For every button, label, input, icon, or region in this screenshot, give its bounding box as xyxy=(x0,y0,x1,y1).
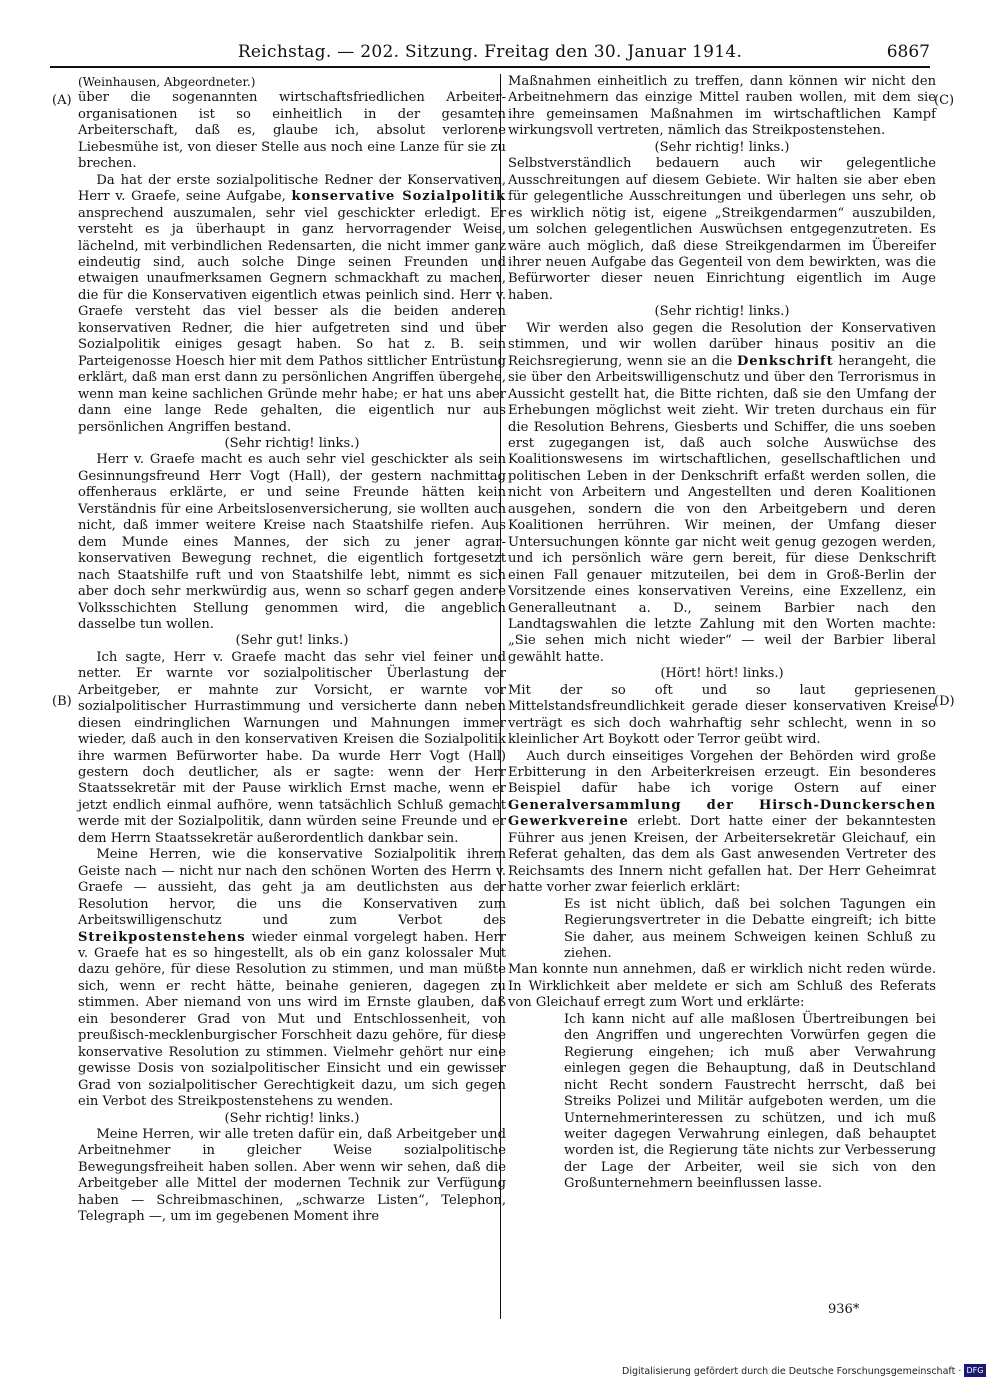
interjection: (Sehr richtig! links.) xyxy=(654,139,790,155)
paragraph: Ich sagte, Herr v. Graefe macht das sehr viel feiner und netter. Er warnte vor sozialpolitischer Überlastung der Arbeitgeber, er mahnte zur Vorsicht, er warnte vor sozialpolitischer Hurrastimmung und versicherte dann neben diesen eindringlichen Warnungen und Mahnungen immer wieder, daß auch in den konservativen Kreisen die Sozialpolitik ihre warmen Befürworter habe. Da wurde Herr Vogt (Hall) gestern doch deutlicher, als er sagte: wenn der Herr Staatssekretär mit der Pause wirklich Ernst mache, wenn er jetzt endlich einmal aufhöre, wenn tatsächlich Schluß gemacht werde mit der Sozialpolitik, dann würden seine Freunde und er dem Herrn Staatssekretär außerordentlich dankbar sein. xyxy=(78,649,506,846)
header-title: Reichstag. — 202. Sitzung. Freitag den 30. Januar 1914. xyxy=(237,42,743,62)
interjection: (Sehr richtig! links.) xyxy=(224,1110,360,1126)
paragraph: über die sogenannten wirtschaftsfriedlichen Arbeiter-organisationen ist so einheitlich in der gesamten Arbeiterschaft, daß es, glaube ich, absolut verlorene Liebesmühe ist, von dieser Stelle aus noch eine Lanze für sie zu brechen. xyxy=(78,90,506,172)
paragraph: Da hat der erste sozialpolitische Redner der Konservativen, Herr v. Graefe, seine Aufgabe, konservative Sozialpolitik ansprechend auszumalen, sehr viel geschickter erledigt. Er versteht es ja überhaupt in ganz hervorragender Weise, lächelnd, mit verbindlichen Redensarten, die nicht immer ganz eindeutig sind, auch solche Dinge seinen Freunden und etwaigen unaufmerksamen Gegnern schmackhaft zu machen, die für die Konservativen eigentlich etwas peinlich sind. Herr v. Graefe versteht das viel besser als die beiden anderen konservativen Redner, die hier aufgetreten sind und über Sozialpolitik einiges gesagt haben. So hat z. B. sein Parteigenosse Hoesch hier mit dem Pathos sittlicher Entrüstung erklärt, daß man erst dann zu persönlichen Angriffen übergehe, wenn man keine sachlichen Gründe mehr habe; er hat uns aber dann eine lange Rede gehalten, die eigentlich nur aus persönlichen Angriffen bestand. xyxy=(78,172,506,435)
digitization-credit: Digitalisierung gefördert durch die Deutsche Forschungsgemeinschaft · xyxy=(622,1366,962,1377)
margin-marker-a: (A) xyxy=(52,93,72,108)
paragraph: Mit der so oft und so laut gepriesenen Mittelstandsfreundlichkeit gerade dieser konservativen Kreise verträgt es sich doch wahrhaftig sehr schlecht, wenn in so kleinlicher Art Boykott oder Terror geübt wird. xyxy=(508,682,936,748)
left-column xyxy=(78,74,506,1226)
margin-marker-d: (D) xyxy=(934,694,955,709)
paragraph: Maßnahmen einheitlich zu treffen, dann können wir nicht den Arbeitnehmern das einzige Mittel rauben wollen, mit dem sie ihre gemeinsamen Maßnahmen im wirtschaftlichen Kampf wirkungsvoll vertreten, nämlich das Streikpostenstehen. xyxy=(508,74,936,139)
paragraph: Auch durch einseitiges Vorgehen der Behörden wird große Erbitterung in den Arbeiterkreisen erzeugt. Ein besonderes Beispiel dafür habe ich vorige Ostern auf einer Generalversammlung der Hirsch-Dunckerschen Gewerkvereine erlebt. Dort hatte einer der bekanntesten Führer aus jenen Kreisen, der Arbeitersekretär Gleichauf, ein Referat gehalten, das dem als Gast anwesenden Vertreter des Reichsamts des Innern nicht gefallen hat. Der Herr Geheimrat hatte vorher zwar feierlich erklärt: xyxy=(508,748,936,896)
quotation: Es ist nicht üblich, daß bei solchen Tagungen ein Regierungsvertreter in die Debatte eingreift; ich bitte Sie daher, aus meinem Schweigen keinen Schluß zu ziehen. xyxy=(564,896,936,962)
signature-mark: 936* xyxy=(828,1302,860,1317)
interjection: (Sehr gut! links.) xyxy=(235,633,349,649)
speaker-label: (Weinhausen, Abgeordneter.) xyxy=(78,75,256,89)
interjection: (Sehr richtig! links.) xyxy=(654,304,790,320)
emphasis: konservative Sozialpolitik xyxy=(291,189,506,205)
paragraph: Man konnte nun annehmen, daß er wirklich nicht reden würde. In Wirklichkeit aber meldete er sich am Schluß des Referats von Gleichauf erregt zum Wort und erklärte: xyxy=(508,962,936,1011)
margin-marker-b: (B) xyxy=(52,694,72,709)
quotation: Ich kann nicht auf alle maßlosen Übertreibungen bei den Angriffen und ungerechten Vorwürfen gegen die Regierung eingehen; ich muß aber Verwahrung einlegen gegen die Behauptung, daß in Deutschland nicht Recht sondern Faustrecht herrscht, daß bei Streiks Polizei und Militär aufgeboten werden, um die Unternehmerinteressen zu schützen, und ich muß weiter dagegen Verwahrung einlegen, daß behauptet worden ist, die Regierung täte nichts zur Verbesserung der Lage der Arbeiter, weil sie sich von den Großunternehmern beeinflussen lasse. xyxy=(564,1011,936,1192)
paragraph: Meine Herren, wir alle treten dafür ein, daß Arbeitgeber und Arbeitnehmer in gleicher Weise sozialpolitische Bewegungsfreiheit haben sollen. Aber wenn wir sehen, daß die Arbeitgeber alle Mittel der modernen Technik zur Verfügung haben — Schreibmaschinen, „schwarze Listen“, Telephon, Telegraph —, um im gegebenen Moment ihre xyxy=(78,1127,506,1225)
page-number: 6867 xyxy=(886,42,930,62)
dfg-logo-icon: DFG xyxy=(964,1364,986,1377)
emphasis: Denkschrift xyxy=(736,353,834,369)
interjection: (Hört! hört! links.) xyxy=(660,666,784,682)
right-column xyxy=(508,74,936,1193)
emphasis: Streikpostenstehens xyxy=(78,929,246,945)
page-header xyxy=(50,40,930,68)
paragraph: Herr v. Graefe macht es auch sehr viel geschickter als sein Gesinnungsfreund Herr Vogt (Hall), der gestern nachmittag offenheraus erklärte, er und seine Freunde hätten kein Verständnis für eine Arbeitslosenversicherung, sie wollten auch nicht, daß immer weitere Kreise nach Staatshilfe riefen. Aus dem Munde eines Mannes, der sich zu jener agrar-konservativen Bewegung rechnet, die eigentlich fortgesetzt nach Staatshilfe ruft und von Staatshilfe lebt, nimmt es sich aber doch sehr merkwürdig aus, wenn so scharf gegen andere Volksschichten Stellung genommen wird, die angeblich dasselbe tun wollen. xyxy=(78,452,506,632)
paragraph: Selbstverständlich bedauern auch wir gelegentliche Ausschreitungen auf diesem Gebiete. Wir halten sie aber eben für gelegentliche Ausschreitungen und überlegen uns sehr, ob es wirklich nötig ist, eigene „Streikgendarmen“ auszubilden, um solchen gelegentlichen Auswüchsen entgegenzutreten. Es wäre auch möglich, daß diese Streikgendarmen im Übereifer ihrer neuen Aufgabe das Gegenteil von dem bewirkten, was die Befürworter dieser neuen Einrichtung eigentlich im Auge haben. xyxy=(508,156,936,303)
interjection: (Sehr richtig! links.) xyxy=(224,435,360,451)
margin-marker-c: (C) xyxy=(934,93,955,108)
emphasis: Generalversammlung der Hirsch-Dunckerschen Gewerkvereine xyxy=(508,797,936,830)
paragraph: Wir werden also gegen die Resolution der Konservativen stimmen, und wir wollen darüber hinaus positiv an die Reichsregierung, wenn sie an die Denkschrift herangeht, die sie über den Arbeitswilligenschutz und über den Terrorismus in Aussicht gestellt hat, die Bitte richten, daß sie den Umfang der Erhebungen möglichst weit zieht. Wir treten durchaus ein für die Resolution Behrens, Giesberts und Schiffer, die uns soeben erst zugegangen ist, daß auch solche Auswüchse des Koalitionswesens im wirtschaftlichen, gesellschaftlichen und politischen Leben in der Denkschrift erfaßt werden sollen, die nicht von Arbeitern und Angestellten und deren Koalitionen ausgehen, sondern die von den Arbeitgebern und deren Koalitionen herrühren. Wir meinen, der Umfang dieser Untersuchungen könnte gar nicht weit genug gezogen werden, und ich persönlich wäre gern bereit, für diese Denkschrift einen Fall genauer mitzuteilen, bei dem in Groß-Berlin der Vorsitzende eines konservativen Vereins, eine Exzellenz, ein Generalleutnant a. D., seinem Barbier nach den Landtagswahlen die letzte Zahlung mit den Worten machte: „Sie sehen mich nicht wieder“ — weil der Barbier liberal gewählt hatte. xyxy=(508,320,936,665)
paragraph: Meine Herren, wie die konservative Sozialpolitik ihrem Geiste nach — nicht nur nach den schönen Worten des Herrn v. Graefe — aussieht, das geht ja am deutlichsten aus der Resolution hervor, die uns die Konservativen zum Arbeitswilligenschutz und zum Verbot des Streikpostenstehens wieder einmal vorgelegt haben. Herr v. Graefe hat es so hingestellt, als ob ein ganz kolossaler Mut dazu gehöre, für diese Resolution zu stimmen, und man müßte sich, wenn er recht hätte, beinahe genieren, dagegen zu stimmen. Aber niemand von uns wird im Ernste glauben, daß ein besonderer Grad von Mut und Entschlossenheit, von preußisch-mecklenburgischer Forschheit dazu gehöre, für diese konservative Resolution zu stimmen. Vielmehr gehört nur eine gewisse Dosis von sozialpolitischer Einsicht und ein gewisser Grad von sozialpolitischer Gerechtigkeit dazu, um sich gegen ein Verbot des Streikpostenstehens zu wenden. xyxy=(78,847,506,1110)
